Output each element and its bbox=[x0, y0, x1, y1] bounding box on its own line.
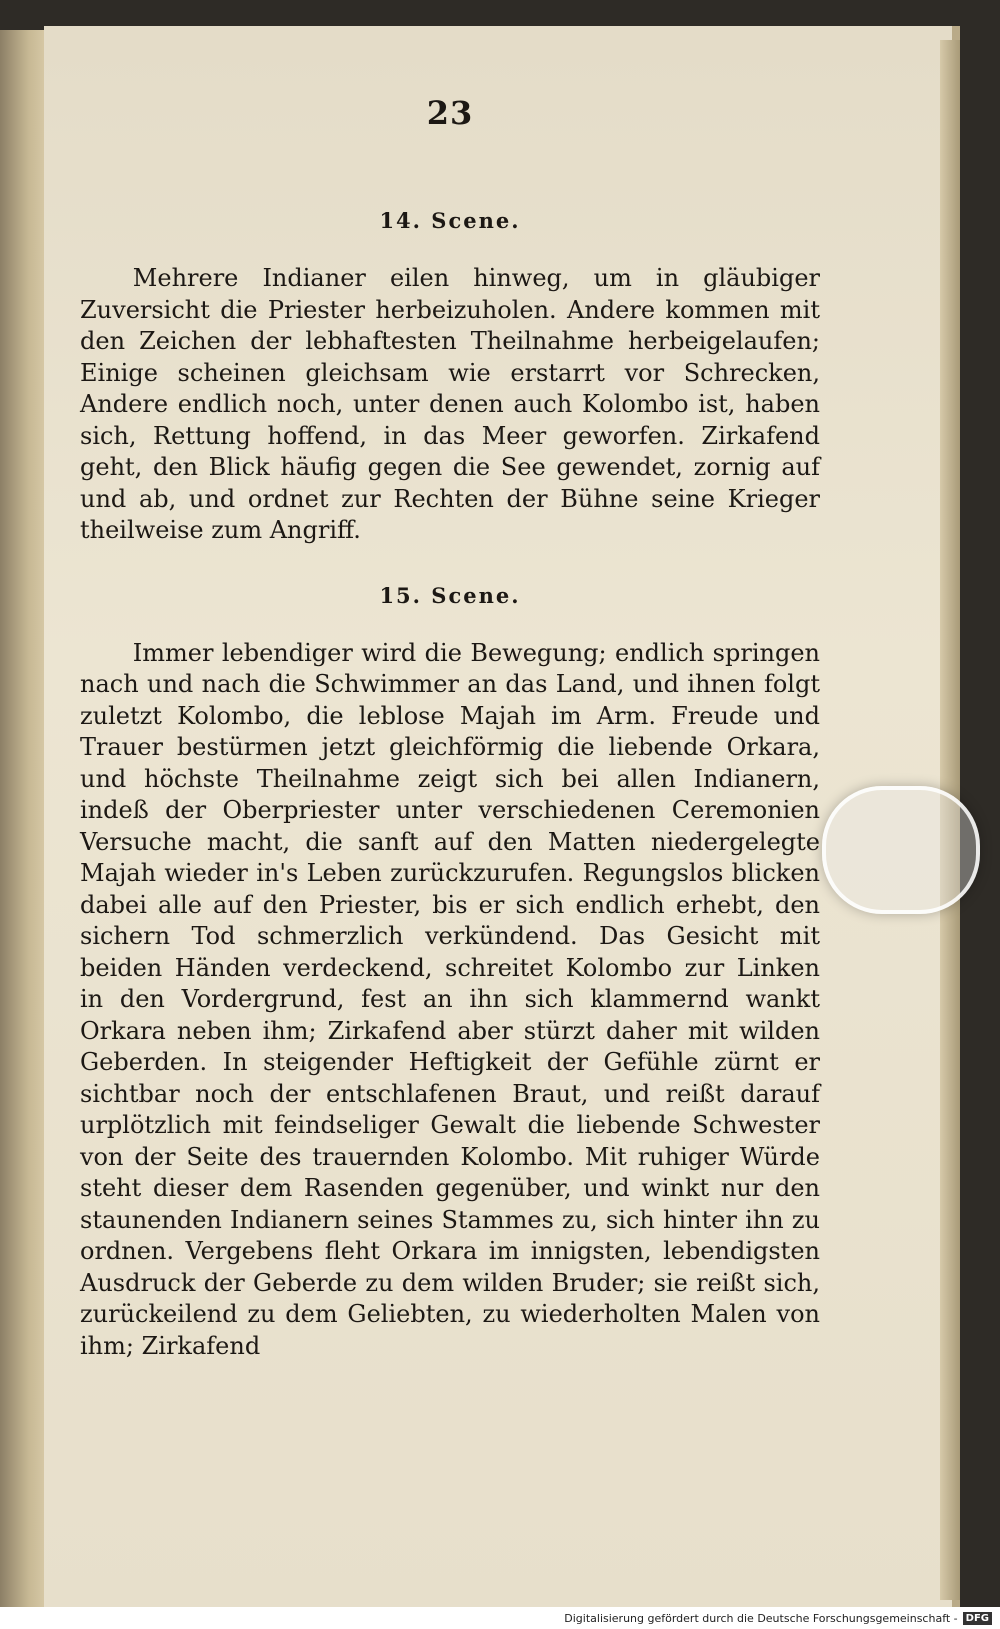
page-text bbox=[80, 80, 820, 1362]
scene-15-text: Immer lebendiger wird die Bewegung; endlich springen nach und nach die Schwimmer an das Land, und ihnen folgt zuletzt Kolombo, die leblose Majah im Arm. Freude und Trauer bestürmen jetzt gleichförmig die liebende Orkara, und höchste Theilnahme zeigt sich bei allen Indianern, indeß der Oberpriester unter verschiedenen Ceremonien Versuche macht, die sanft auf den Matten niedergelegte Majah wieder in's Leben zurückzurufen. Regungslos blicken dabei alle auf den Priester, bis er sich endlich erhebt, den sichern Tod schmerzlich verkündend. Das Gesicht mit beiden Händen verdeckend, schreitet Kolombo zur Linken in den Vordergrund, fest an ihn sich klammernd wankt Orkara neben ihm; Zirkafend aber stürzt daher mit wilden Geberden. In steigender Heftigkeit der Gefühle zürnt er sichtbar noch der entschlafenen Braut, und reißt darauf urplötzlich mit feindseliger Gewalt die liebende Schwester von der Seite des trauernden Kolombo. Mit ruhiger Würde steht dieser dem Rasenden gegenüber, und winkt nur den staunenden Indianern seines Stammes zu, sich hinter ihn zu ordnen. Vergebens fleht Orkara im innigsten, lebendigsten Ausdruck der Geberde zu dem wilden Bruder; sie reißt sich, zurückeilend zu dem Geliebten, zu wiederholten Malen von ihm; Zirkafend bbox=[80, 638, 820, 1360]
dfg-logo: DFG bbox=[963, 1612, 992, 1625]
left-page-edge bbox=[0, 30, 48, 1620]
scene-14-heading: 14. Scene. bbox=[379, 208, 521, 233]
digitization-footer bbox=[0, 1607, 1000, 1629]
page-holder-clip bbox=[822, 786, 980, 914]
funding-credit: Digitalisierung gefördert durch die Deutsche Forschungsgemeinschaft - bbox=[564, 1611, 958, 1625]
page-number: 23 bbox=[426, 94, 474, 132]
scene-14-text: Mehrere Indianer eilen hinweg, um in gläubiger Zuversicht die Priester herbeizuholen. Andere kommen mit den Zeichen der lebhaftesten Theilnahme herbeigelaufen; Einige scheinen gleichsam wie erstarrt vor Schrecken, Andere endlich noch, unter denen auch Kolombo ist, haben sich, Rettung hoffend, in das Meer geworfen. Zirkafend geht, den Blick häufig gegen die See gewendet, zornig auf und ab, und ordnet zur Rechten der Bühne seine Krieger theilweise zum Angriff. bbox=[80, 264, 820, 544]
scene-15-heading: 15. Scene. bbox=[379, 582, 521, 608]
